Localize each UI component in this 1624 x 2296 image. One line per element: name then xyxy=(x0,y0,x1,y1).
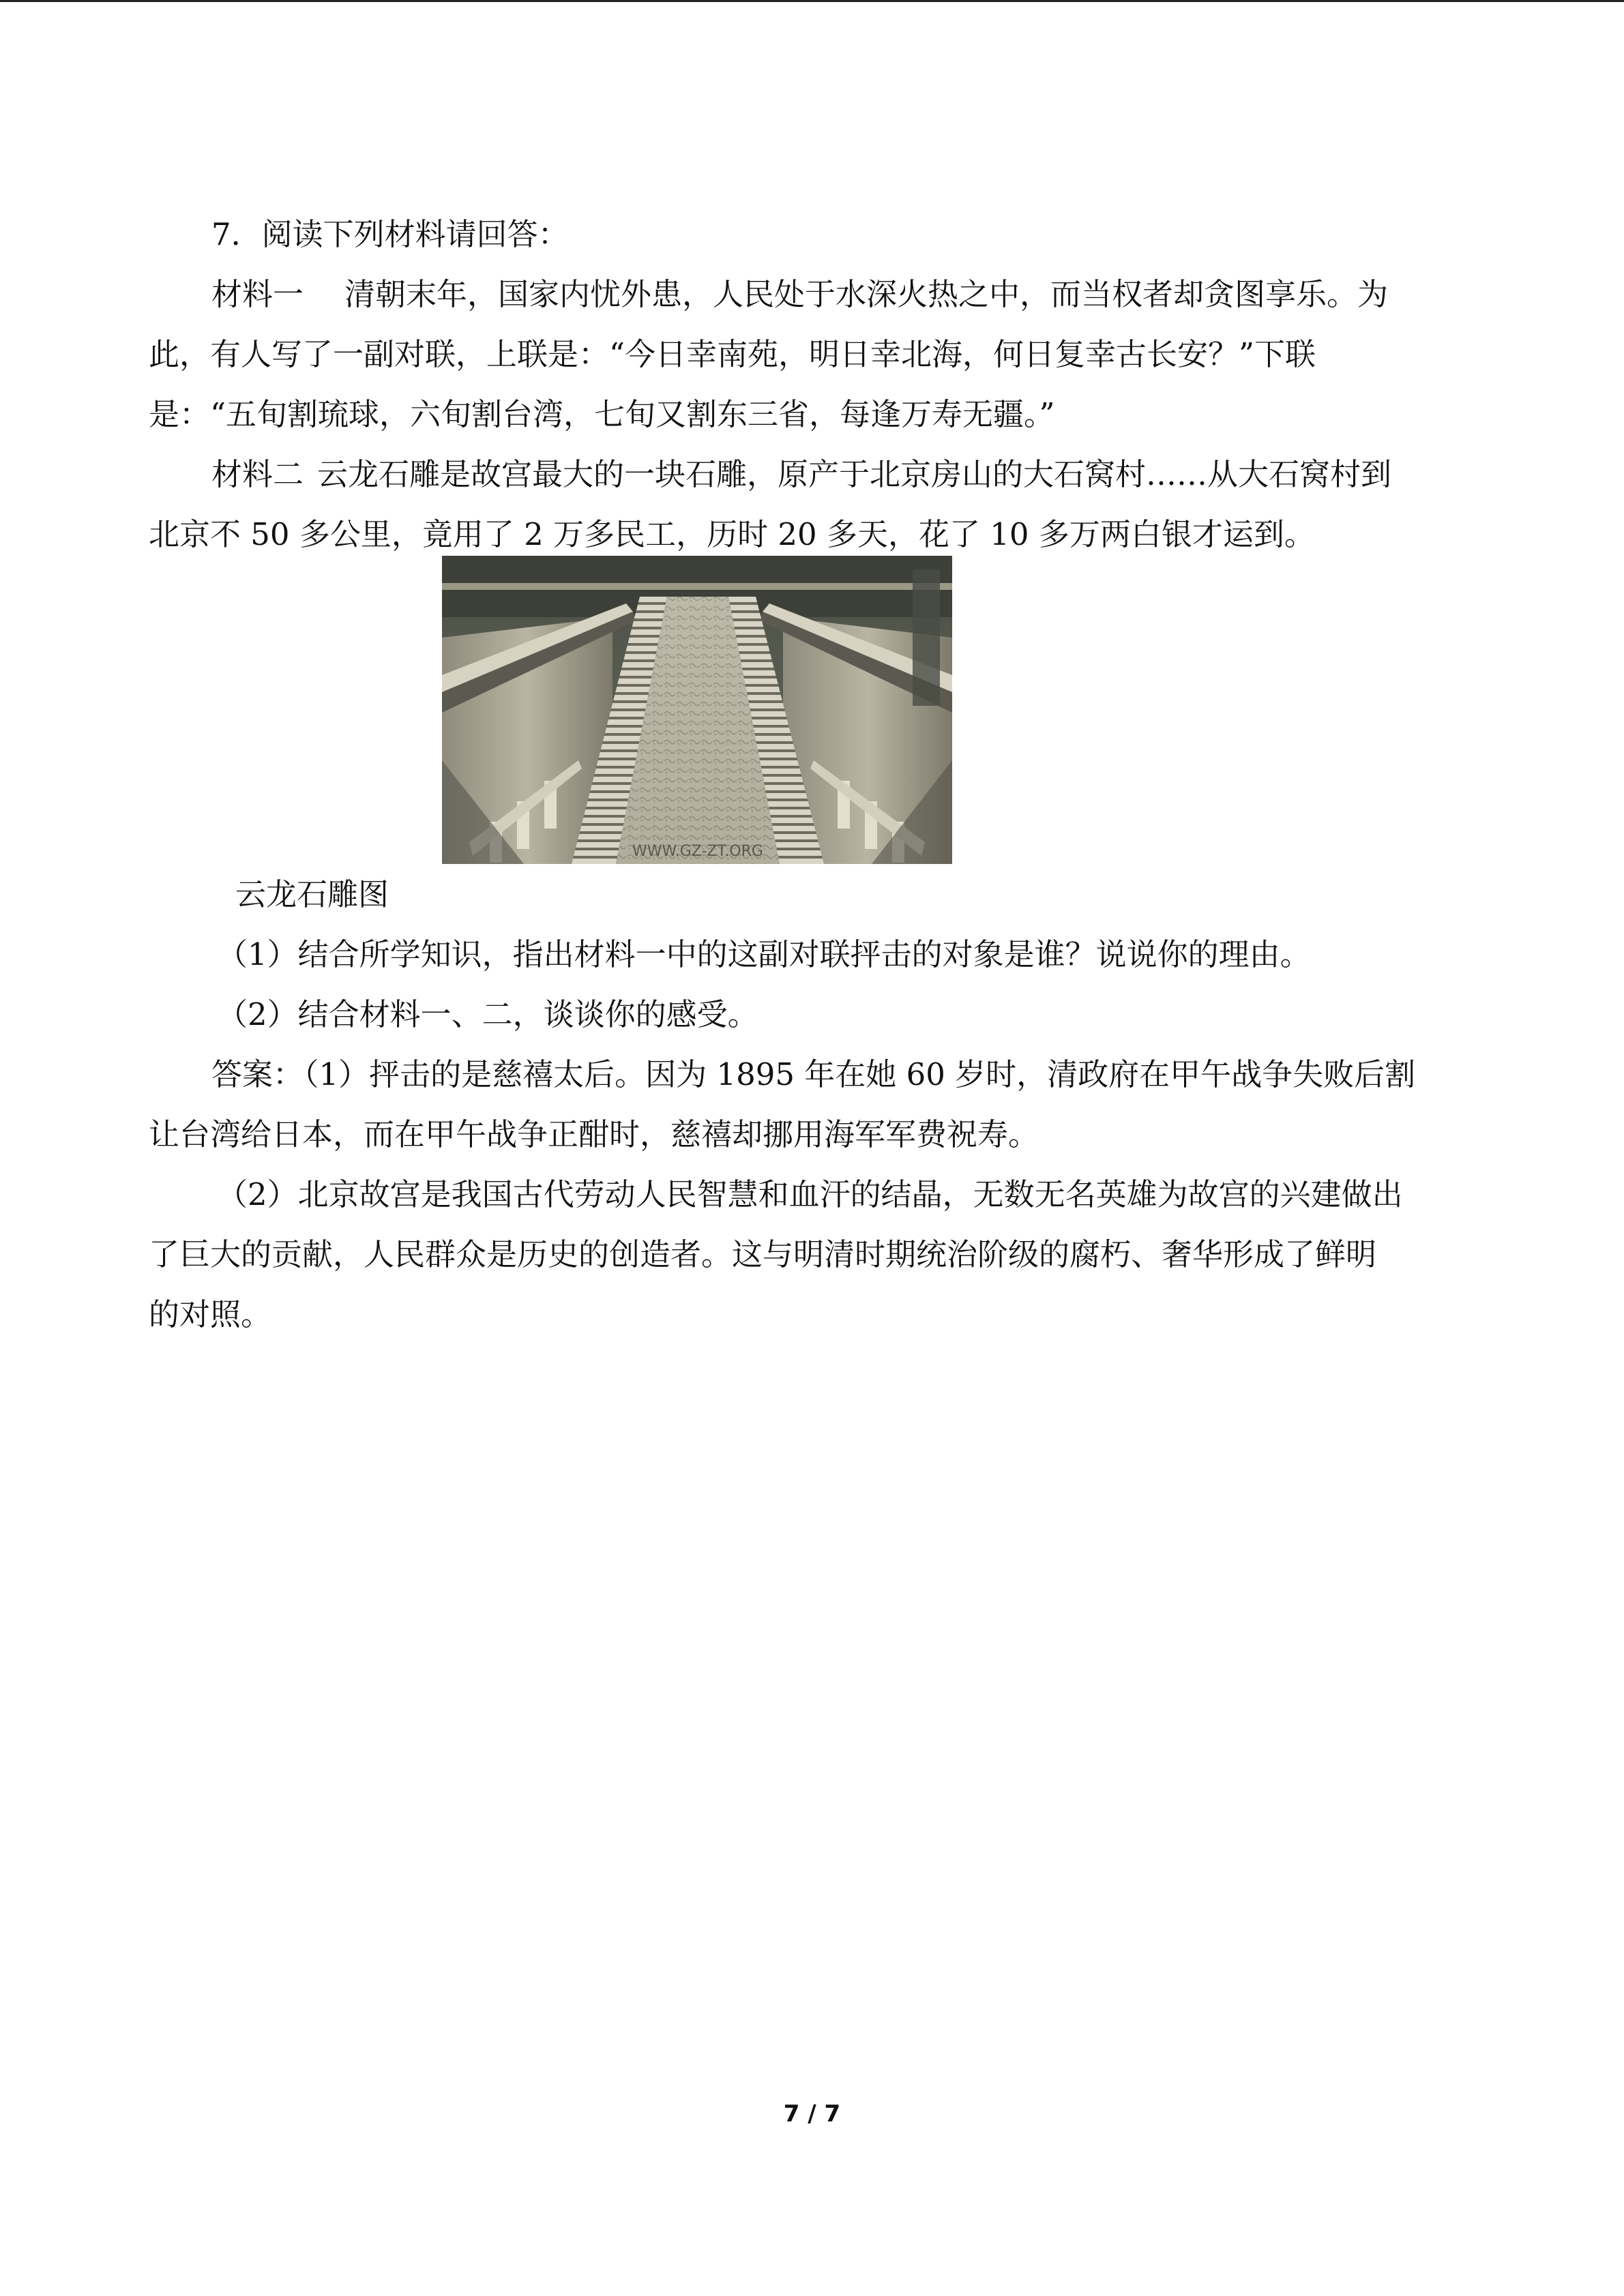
material2-line1 xyxy=(149,445,1475,505)
sub-question-1: （1）结合所学知识，指出材料一中的这副对联抨击的对象是谁？说说你的理由。 xyxy=(217,936,1311,972)
material1-line2: 此，有人写了一副对联，上联是：“今日幸南苑，明日幸北海，何日复幸古长安？”下联 xyxy=(149,336,1316,372)
answer-2-line2: 了巨大的贡献，人民群众是历史的创造者。这与明清时期统治阶级的腐朽、奢华形成了鲜明 xyxy=(149,1236,1377,1272)
image-caption: 云龙石雕图 xyxy=(235,876,389,912)
questions-and-answer xyxy=(149,925,1475,1345)
answer-2-line1: （2）北京故宫是我国古代劳动人民智慧和血汗的结晶，无数无名英雄为故宫的兴建做出 xyxy=(217,1176,1403,1212)
material2-label: 材料二 xyxy=(211,456,304,492)
cloud-dragon-stone-carving-image xyxy=(442,556,952,864)
material1-text1: 清朝末年，国家内忧外患，人民处于水深火热之中，而当权者却贪图享乐。为 xyxy=(344,276,1389,312)
material2-line2: 北京不 50 多公里，竟用了 2 万多民工，历时 20 多天，花了 10 多万两白银才运到。 xyxy=(149,516,1315,552)
material1-label: 材料一 xyxy=(211,276,304,312)
answer-1-line2: 让台湾给日本，而在甲午战争正酣时，慈禧却挪用海军军费祝寿。 xyxy=(149,1116,1039,1152)
top-border-line xyxy=(0,0,1624,2)
question-heading: 7．阅读下列材料请回答： xyxy=(211,216,569,252)
answer-1-line1: 答案：（1）抨击的是慈禧太后。因为 1895 年在她 60 岁时，清政府在甲午战争失败后割 xyxy=(211,1056,1416,1092)
image-watermark: WWW.GZ-ZT.ORG xyxy=(632,843,763,860)
page-number: 7 / 7 xyxy=(783,2100,841,2128)
sub-question-2: （2）结合材料一、二，谈谈你的感受。 xyxy=(217,996,758,1032)
answer-2-line3: 的对照。 xyxy=(149,1296,272,1332)
material1-line1 xyxy=(149,265,1475,325)
material1-line3: 是：“五旬割琉球，六旬割台湾，七旬又割东三省，每逢万寿无疆。” xyxy=(149,396,1055,432)
question-block xyxy=(149,205,1475,565)
material2-text1: 云龙石雕是故宫最大的一块石雕，原产于北京房山的大石窝村……从大石窝村到 xyxy=(317,456,1392,492)
